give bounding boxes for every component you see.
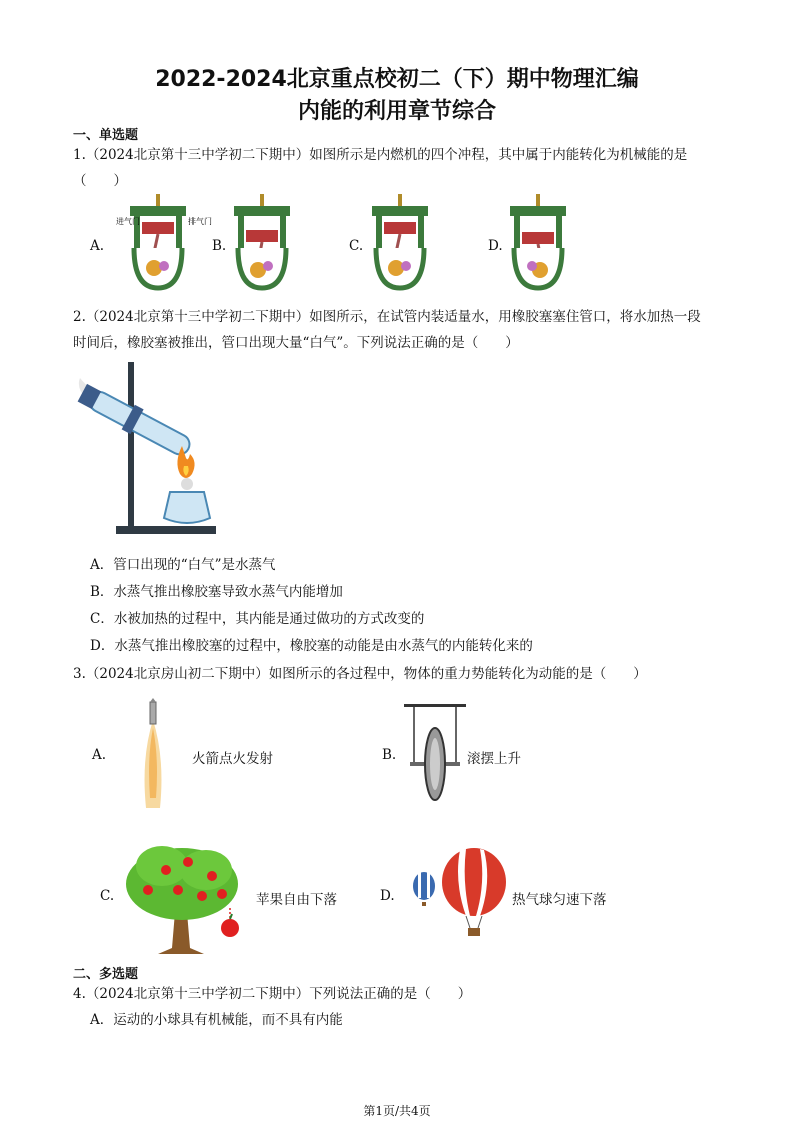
test-tube-heating-figure: [70, 358, 230, 543]
q1-text-line1: 1.（2024北京第十三中学初二下期中）如图所示是内燃机的四个冲程，其中属于内能转化为机械能的是: [73, 147, 688, 163]
q3-option-b-letter: B.: [382, 747, 397, 763]
q1-text-line2: （ ）: [73, 173, 127, 189]
q3-option-a-caption: 火箭点火发射: [192, 751, 273, 767]
q1-option-c-label: C.: [349, 238, 364, 254]
q2-text-line2: 时间后，橡胶塞被推出，管口出现大量“白气”。下列说法正确的是（ ）: [73, 335, 519, 351]
q1-exhaust-label: 排气门: [188, 217, 212, 226]
q4-text-line1: 4.（2024北京第十三中学初二下期中）下列说法正确的是（ ）: [73, 986, 472, 1002]
q2-text-line1: 2.（2024北京第十三中学初二下期中）如图所示，在试管内装适量水，用橡胶塞塞住管口，将水加热一段: [73, 309, 701, 325]
q2-option-a: A．管口出现的“白气”是水蒸气: [90, 557, 276, 573]
q3-option-c-caption: 苹果自由下落: [256, 892, 337, 908]
maxwell-pendulum-figure: [402, 700, 468, 810]
q1-option-d-label: D.: [488, 238, 503, 254]
q4-option-a: A．运动的小球具有机械能，而不具有内能: [90, 1012, 343, 1028]
section-heading-multiple-choice: 二、多选题: [73, 967, 139, 982]
q1-option-b-label: B.: [212, 238, 227, 254]
engine-stroke-c-figure: [370, 192, 430, 292]
q2-option-c: C．水被加热的过程中，其内能是通过做功的方式改变的: [90, 611, 425, 627]
engine-stroke-a-figure: [112, 192, 212, 292]
apple-tree-figure: [122, 840, 246, 956]
q3-text-line1: 3.（2024北京房山初二下期中）如图所示的各过程中，物体的重力势能转化为动能的是（ ）: [73, 666, 647, 682]
engine-stroke-b-figure: [232, 192, 292, 292]
q3-option-d-letter: D.: [380, 888, 395, 904]
rocket-launch-figure: [138, 698, 168, 818]
page-title-line2: 内能的利用章节综合: [297, 99, 496, 124]
q2-option-b: B．水蒸气推出橡胶塞导致水蒸气内能增加: [90, 584, 343, 600]
section-heading-single-choice: 一、单选题: [73, 128, 139, 143]
page-footer: 第1页/共4页: [363, 1104, 431, 1118]
q3-option-d-caption: 热气球匀速下落: [512, 892, 607, 908]
q1-intake-label: 进气门: [116, 217, 140, 226]
engine-stroke-d-figure: [508, 192, 568, 292]
q3-option-c-letter: C.: [100, 888, 115, 904]
q3-option-b-caption: 滚摆上升: [467, 751, 521, 767]
q1-option-a-label: A.: [90, 238, 105, 254]
hot-air-balloons-figure: [410, 846, 510, 938]
q3-option-a-letter: A.: [92, 747, 107, 763]
q2-option-d: D．水蒸气推出橡胶塞的过程中，橡胶塞的动能是由水蒸气的内能转化来的: [90, 638, 533, 654]
page-title-line1: 2022-2024北京重点校初二（下）期中物理汇编: [155, 67, 639, 92]
